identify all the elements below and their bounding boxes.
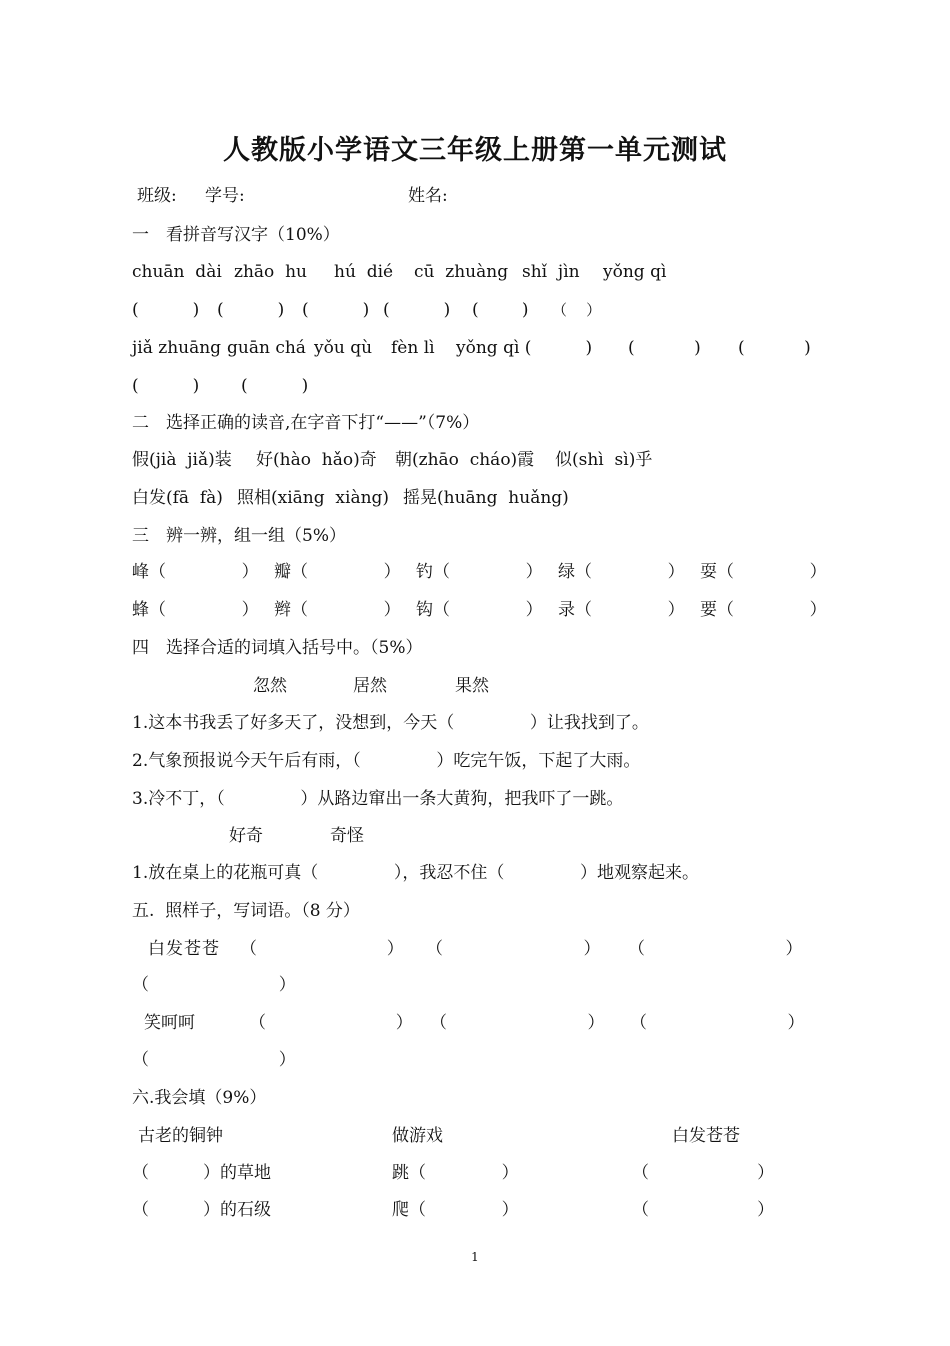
pinyin-item: zhāo hu: [234, 262, 307, 282]
page-number: 1: [471, 1250, 479, 1264]
section-3-heading: 三 辨一辨，组一组（5%）: [132, 526, 346, 546]
pinyin-item: cū zhuàng: [414, 262, 509, 282]
word-group-blank[interactable]: 蜂（ ）: [132, 600, 259, 620]
column-header: 白发苍苍: [672, 1126, 740, 1146]
section-2-heading: 二 选择正确的读音,在字音下打“——”（7%）: [132, 413, 480, 433]
word-option: 好奇: [229, 826, 263, 846]
name-label: 姓名:: [408, 186, 448, 206]
pinyin-item: shǐ jìn: [522, 262, 580, 282]
answer-blank[interactable]: （ ）: [240, 939, 404, 959]
reading-choice: 好(hào hǎo)奇: [256, 450, 377, 470]
word-group-blank[interactable]: 瓣（ ）: [274, 562, 401, 582]
fill-phrase[interactable]: （ ）的草地: [132, 1163, 272, 1183]
example-word: 笑呵呵: [144, 1013, 195, 1033]
word-option: 奇怪: [330, 826, 364, 846]
reading-choice: 摇晃(huāng huǎng): [403, 488, 569, 508]
reading-choice: 朝(zhāo cháo)霞: [395, 450, 535, 470]
reading-choice: 照相(xiāng xiàng): [237, 488, 390, 508]
fill-in-question[interactable]: 3.冷不丁，（ ）从路边窜出一条大黄狗，把我吓了一跳。: [132, 789, 624, 809]
fill-phrase[interactable]: （ ）: [632, 1163, 775, 1183]
section-4-heading: 四 选择合适的词填入括号中。（5%）: [132, 638, 423, 658]
word-group-blank[interactable]: 钩（ ）: [416, 600, 543, 620]
section-1-heading: 一 看拼音写汉字（10%）: [132, 225, 340, 245]
word-group-blank[interactable]: 耍（ ）: [700, 562, 827, 582]
answer-blank[interactable]: （ ）: [426, 939, 601, 959]
fill-phrase[interactable]: 跳（ ）: [392, 1163, 519, 1183]
word-group-blank[interactable]: 峰（ ）: [132, 562, 259, 582]
reading-choice: 假(jià jiǎ)装: [132, 450, 232, 470]
student-number-label: 学号:: [205, 186, 245, 206]
fill-phrase[interactable]: （ ）: [632, 1200, 775, 1220]
answer-blank[interactable]: ( ): [132, 376, 200, 396]
word-group-blank[interactable]: 录（ ）: [558, 600, 685, 620]
pinyin-item: fèn lì: [391, 338, 435, 358]
pinyin-item: yǒng qì: [603, 262, 667, 282]
answer-blank[interactable]: （ ）: [132, 1050, 296, 1070]
column-header: 做游戏: [392, 1126, 443, 1146]
answer-blank[interactable]: （ ）: [249, 1013, 413, 1033]
answer-blank[interactable]: （ ）: [630, 1013, 805, 1033]
answer-blank[interactable]: ( ): [383, 300, 451, 320]
word-option: 忽然: [253, 676, 287, 696]
reading-choice: 白发(fā fà): [132, 488, 223, 508]
fill-in-question[interactable]: 1.这本书我丢了好多天了，没想到，今天（ ）让我找到了。: [132, 713, 649, 733]
word-group-blank[interactable]: 辫（ ）: [274, 600, 401, 620]
fill-in-question[interactable]: 2.气象预报说今天午后有雨，（ ）吃完午饭，下起了大雨。: [132, 751, 641, 771]
answer-blank[interactable]: ( ): [472, 300, 529, 320]
pinyin-item: hú dié: [334, 262, 394, 282]
answer-blank[interactable]: ( ): [217, 300, 285, 320]
answer-blank[interactable]: （ ）: [132, 975, 296, 995]
pinyin-item: guān chá: [227, 338, 306, 358]
fill-phrase[interactable]: （ ）的石级: [132, 1200, 272, 1220]
answer-blank[interactable]: ( ): [738, 338, 811, 358]
word-group-blank[interactable]: 钓（ ）: [416, 562, 543, 582]
answer-blank[interactable]: （ ）: [628, 939, 803, 959]
pinyin-item: yǒu qù: [314, 338, 373, 358]
answer-blank[interactable]: ( ): [241, 376, 309, 396]
pinyin-item: chuān dài: [132, 262, 222, 282]
answer-blank[interactable]: （ ）: [430, 1013, 605, 1033]
section-6-heading: 六.我会填（9%）: [132, 1088, 267, 1108]
answer-blank[interactable]: ( ): [132, 300, 200, 320]
column-header: 古老的铜钟: [138, 1126, 223, 1146]
pinyin-item: jiǎ zhuāng: [132, 338, 222, 358]
answer-blank[interactable]: ( ): [628, 338, 701, 358]
word-option: 居然: [353, 676, 387, 696]
fill-in-question[interactable]: 1.放在桌上的花瓶可真（ ），我忍不住（ ）地观察起来。: [132, 863, 700, 883]
class-label: 班级:: [137, 186, 177, 206]
page-title: 人教版小学语文三年级上册第一单元测试: [223, 135, 727, 166]
fill-phrase[interactable]: 爬（ ）: [392, 1200, 519, 1220]
pinyin-item[interactable]: yǒng qì ( ): [456, 338, 593, 358]
answer-blank[interactable]: （ ）: [552, 301, 602, 319]
reading-choice: 似(shì sì)乎: [555, 450, 653, 470]
answer-blank[interactable]: ( ): [302, 300, 370, 320]
example-word: 白发苍苍: [148, 939, 220, 959]
word-group-blank[interactable]: 要（ ）: [700, 600, 827, 620]
section-5-heading: 五. 照样子，写词语。（8 分）: [132, 901, 360, 921]
word-group-blank[interactable]: 绿（ ）: [558, 562, 685, 582]
word-option: 果然: [455, 676, 489, 696]
